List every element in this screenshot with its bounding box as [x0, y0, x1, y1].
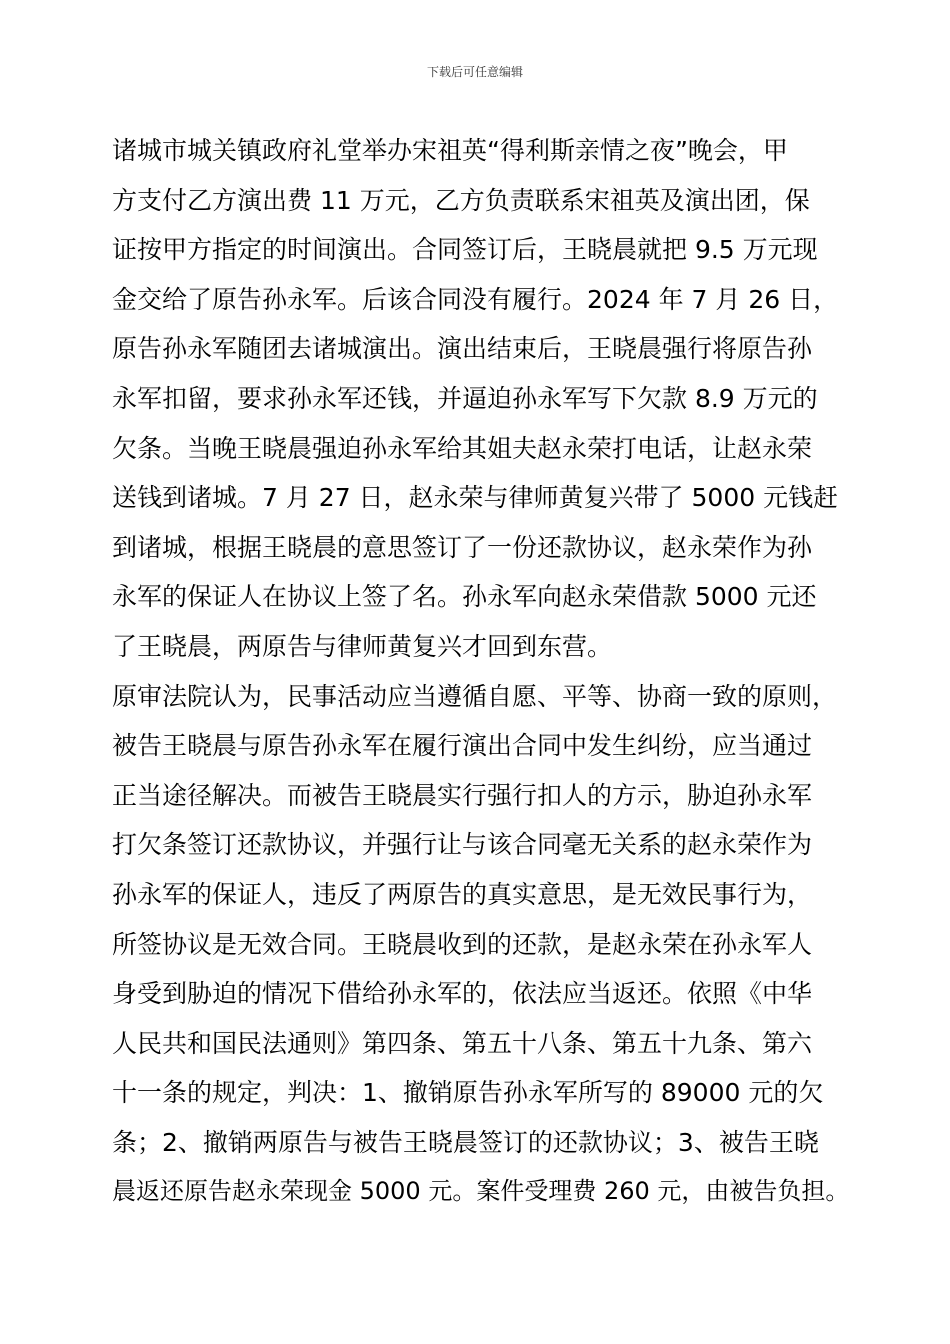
text-line: 正当途径解决。而被告王晓晨实行强行扣人的方示，胁迫孙永军: [112, 780, 813, 810]
text-line: 身受到胁迫的情况下借给孙永军的，依法应当返还。依照《中华: [112, 979, 813, 1009]
text-line: 被告王晓晨与原告孙永军在履行演出合同中发生纠纷，应当通过: [112, 731, 813, 761]
text-line: 送钱到诸城。7 月 27 日，赵永荣与律师黄复兴带了 5000 元钱赶: [112, 483, 839, 513]
text-line: 永军的保证人在协议上签了名。孙永军向赵永荣借款 5000 元还: [112, 582, 817, 612]
text-line: 到诸城，根据王晓晨的意思签订了一份还款协议，赵永荣作为孙: [112, 532, 813, 562]
document-body: [112, 126, 852, 1217]
text-line: 晨返还原告赵永荣现金 5000 元。案件受理费 260 元，由被告负担。: [112, 1177, 850, 1206]
text-line: 诸城市城关镇政府礼堂举办宋祖英“得利斯亲情之夜”晚会，甲: [112, 136, 788, 165]
text-line: 所签协议是无效合同。王晓晨收到的还款，是赵永荣在孙永军人: [112, 929, 813, 959]
text-line: 人民共和国民法通则》第四条、第五十八条、第五十九条、第六: [112, 1028, 813, 1058]
text-line: 原告孙永军随团去诸城演出。演出结束后，王晓晨强行将原告孙: [112, 334, 813, 364]
text-line: 永军扣留，要求孙永军还钱，并逼迫孙永军写下欠款 8.9 万元的: [112, 383, 818, 413]
text-line: 证按甲方指定的时间演出。合同签订后，王晓晨就把 9.5 万元现: [112, 235, 818, 265]
text-line: 孙永军的保证人，违反了两原告的真实意思，是无效民事行为，: [112, 879, 813, 909]
text-line: 金交给了原告孙永军。后该合同没有履行。2024 年 7 月 26 日，: [112, 284, 839, 314]
text-line: 打欠条签订还款协议，并强行让与该合同毫无关系的赵永荣作为: [112, 830, 813, 860]
text-line: 欠条。当晚王晓晨强迫孙永军给其姐夫赵永荣打电话，让赵永荣: [112, 433, 813, 463]
text-line: 原审法院认为，民事活动应当遵循自愿、平等、协商一致的原则，: [112, 681, 838, 711]
header-note: 下载后可任意编辑: [426, 65, 523, 79]
text-line: 方支付乙方演出费 11 万元，乙方负责联系宋祖英及演出团，保: [112, 185, 810, 215]
text-line: 条；2、撤销两原告与被告王晓晨签订的还款协议；3、被告王晓: [112, 1127, 819, 1157]
text-line: 十一条的规定，判决：1、撤销原告孙永军所写的 89000 元的欠: [112, 1078, 824, 1108]
text-line: 了王晓晨，两原告与律师黄复兴才回到东营。: [112, 631, 613, 661]
